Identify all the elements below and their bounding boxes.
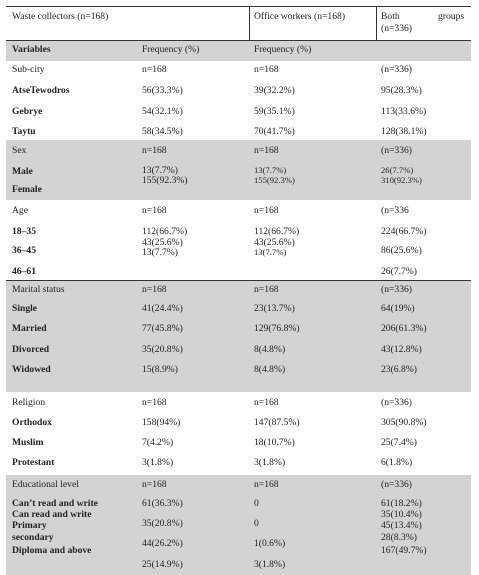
row-value: 3(1.8%) (254, 559, 286, 570)
row-label: Can’t read and write (12, 498, 98, 509)
row-value: 23(13.7%) (254, 303, 295, 314)
row-label: 18–35 (12, 226, 36, 237)
row-label: Male (12, 166, 33, 177)
row-label: secondary (12, 532, 54, 543)
row-value: 58(34.5%) (142, 126, 183, 137)
header-both-n: (n=336) (381, 23, 412, 34)
row-label: Orthodox (12, 417, 52, 428)
sex-n2: n=168 (254, 145, 279, 156)
row-label: Gebrye (12, 106, 43, 117)
row-value: 0 (254, 518, 259, 529)
row-value: 95(28.3%) (381, 85, 422, 96)
row-value: 310(92.3%) (381, 175, 422, 185)
marital-title: Marital status (12, 284, 65, 295)
row-value: 35(20.8%) (142, 344, 183, 355)
header-both: Both (381, 11, 400, 22)
header-divider-1 (249, 6, 250, 40)
row-value: 112(66.7%) (254, 226, 300, 237)
subcity-title: Sub-city (12, 64, 45, 75)
row-value: 25(7.4%) (381, 437, 417, 448)
row-label: Primary (12, 520, 47, 531)
row-value: 167(49.7%) (381, 545, 427, 556)
row-value: 41(24.4%) (142, 303, 183, 314)
header-office-workers: Office workers (n=168) (254, 11, 346, 22)
row-value: 43(25.6%) (142, 237, 183, 248)
row-value: 129(76.8%) (254, 323, 300, 334)
education-n1: n=168 (142, 479, 167, 490)
row-value: 7(4.2%) (142, 437, 174, 448)
top-rule (6, 6, 471, 7)
row-value: 13(7.7%) (142, 247, 178, 258)
row-label: Single (12, 303, 38, 314)
marital-band (6, 280, 471, 392)
age-n3: (n=336 (381, 205, 409, 216)
row-value: 6(1.8%) (381, 457, 413, 468)
row-value: 15(8.9%) (142, 364, 178, 375)
row-value: 61(18.2%) (381, 498, 422, 509)
subcity-n3: (n=336) (381, 64, 412, 75)
education-n2: n=168 (254, 479, 279, 490)
education-title: Educational level (12, 479, 79, 490)
header-rule (6, 40, 471, 41)
row-label: Protestant (12, 457, 55, 468)
row-value: 59(35.1%) (254, 106, 295, 117)
frequency-heading-2: Frequency (%) (254, 44, 312, 55)
age-title: Age (12, 205, 28, 216)
row-label: Widowed (12, 364, 51, 375)
row-value: 113(33.6%) (381, 106, 427, 117)
row-label: Divorced (12, 344, 50, 355)
sex-n1: n=168 (142, 145, 167, 156)
age-n2: n=168 (254, 205, 279, 216)
row-value: 64(19%) (381, 303, 415, 314)
row-label: AtseTewodros (12, 85, 70, 96)
row-value: 77(45.8%) (142, 323, 183, 334)
row-value: 147(87.5%) (254, 417, 300, 428)
row-value: 56(33.3%) (142, 85, 183, 96)
religion-n2: n=168 (254, 397, 279, 408)
row-value: 43(25.6%) (254, 237, 295, 248)
row-label: Muslim (12, 437, 44, 448)
row-value: 13(7.7%) (254, 247, 287, 257)
row-value: 0 (254, 498, 259, 509)
education-n3: (n=336) (381, 479, 412, 490)
row-label: Married (12, 323, 47, 334)
row-value: 18(10.7%) (254, 437, 295, 448)
subcity-n2: n=168 (254, 64, 279, 75)
frequency-heading-1: Frequency (%) (142, 44, 200, 55)
row-label: Female (12, 184, 42, 195)
row-value: 13(7.7%) (254, 165, 287, 175)
row-value: 3(1.8%) (142, 457, 174, 468)
row-value: 155(92.3%) (254, 175, 295, 185)
subheader-band (6, 40, 471, 61)
age-n1: n=168 (142, 205, 167, 216)
row-value: 112(66.7%) (142, 226, 188, 237)
header-groups: groups (438, 11, 465, 22)
marital-n3: (n=336) (381, 284, 412, 295)
row-value: 45(13.4%) (381, 520, 422, 531)
row-label: 36–45 (12, 245, 36, 256)
row-value: 155(92.3%) (142, 175, 188, 186)
row-label: Taytu (12, 126, 36, 137)
row-value: 128(38.1%) (381, 126, 427, 137)
row-value: 26(7.7%) (381, 165, 414, 175)
variables-heading: Variables (12, 44, 51, 55)
row-value: 1(0.6%) (254, 538, 286, 549)
row-value: 206(61.3%) (381, 323, 427, 334)
row-value: 86(25.6%) (381, 245, 422, 256)
row-label: 46–61 (12, 266, 36, 277)
religion-n3: (n=336) (381, 397, 412, 408)
row-value: 8(4.8%) (254, 344, 286, 355)
religion-n1: n=168 (142, 397, 167, 408)
row-value: 23(6.8%) (381, 364, 417, 375)
row-value: 28(8.3%) (381, 532, 417, 543)
marital-rule (6, 280, 471, 281)
row-value: 13(7.7%) (142, 165, 178, 176)
marital-n2: n=168 (254, 284, 279, 295)
row-value: 44(26.2%) (142, 538, 183, 549)
row-value: 158(94%) (142, 417, 181, 428)
row-value: 70(41.7%) (254, 126, 295, 137)
religion-title: Religion (12, 397, 46, 408)
subcity-n1: n=168 (142, 64, 167, 75)
row-value: 35(20.8%) (142, 518, 183, 529)
marital-n1: n=168 (142, 284, 167, 295)
row-value: 26(7.7%) (381, 266, 417, 277)
row-value: 54(32.1%) (142, 106, 183, 117)
row-value: 39(32.2%) (254, 85, 295, 96)
header-divider-2 (376, 6, 377, 40)
sex-n3: (n=336) (381, 145, 412, 156)
row-value: 35(10.4%) (381, 509, 422, 520)
row-value: 224(66.7%) (381, 226, 427, 237)
row-value: 8(4.8%) (254, 364, 286, 375)
row-label: Can read and write (12, 509, 92, 520)
row-value: 25(14.9%) (142, 559, 183, 570)
row-value: 3(1.8%) (254, 457, 286, 468)
row-label: Diploma and above (12, 545, 92, 556)
row-value: 61(36.3%) (142, 498, 183, 509)
row-value: 43(12.8%) (381, 344, 422, 355)
header-waste-collectors: Waste collectors (n=168) (12, 11, 109, 22)
row-value: 305(90.8%) (381, 417, 427, 428)
sex-title: Sex (12, 145, 27, 156)
